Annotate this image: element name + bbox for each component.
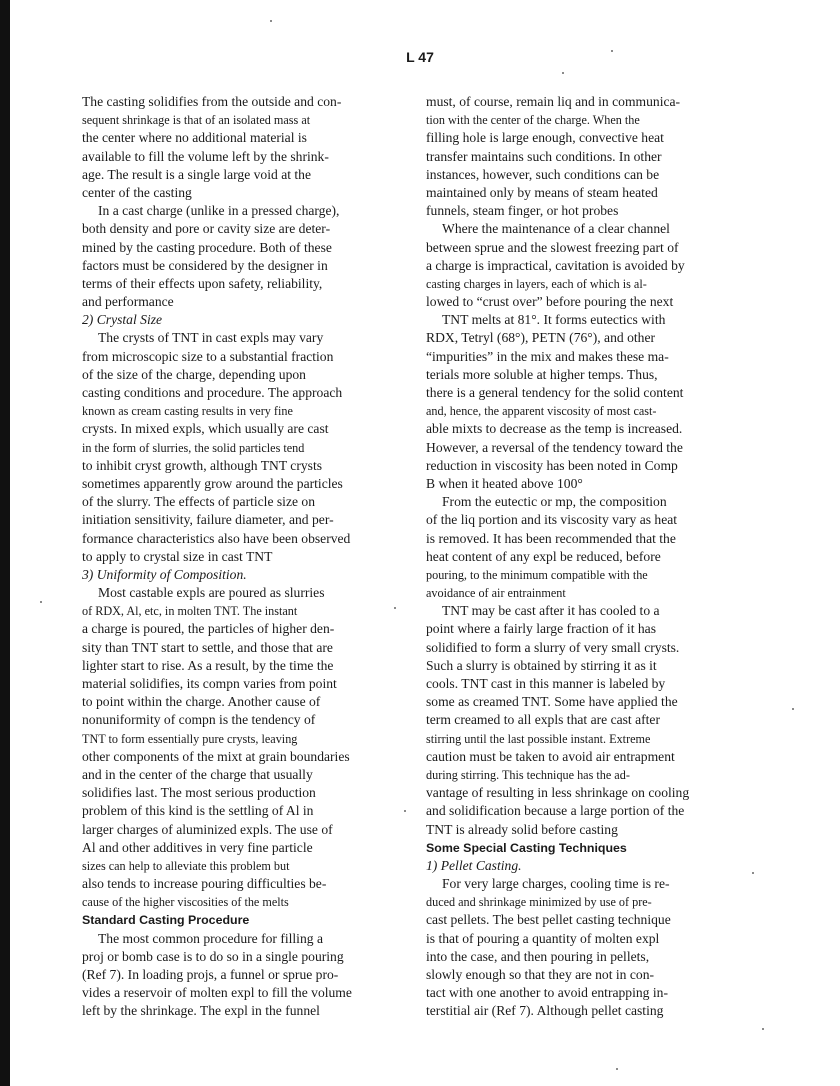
right-text-line: caution must be taken to avoid air entrapment (426, 748, 675, 764)
left-text-line: problem of this kind is the settling of Al in (82, 803, 314, 819)
left-text-line: of the slurry. The effects of particle size on (82, 494, 316, 510)
right-text-line: funnels, steam finger, or hot probes (426, 203, 619, 219)
subsection-heading: 1) Pellet Casting. (426, 857, 522, 873)
right-text-line: point where a fairly large fraction of it has (426, 621, 656, 637)
left-text-line: in the form of slurries, the solid particles tend (82, 440, 305, 455)
left-text-line: to inhibit cryst growth, although TNT crysts (82, 457, 323, 473)
left-text-line: solidifies last. The most serious production (82, 785, 316, 801)
left-text-line: a charge is poured, the particles of higher den- (82, 621, 335, 637)
left-text-line: vides a reservoir of molten expl to fill the volume (82, 985, 352, 1001)
left-text-line: The most common procedure for filling a (98, 930, 323, 946)
left-text-line: mined by the casting procedure. Both of these (82, 239, 332, 255)
right-text-line: there is a general tendency for the solid content (426, 385, 684, 400)
left-text-line: The crysts of TNT in cast expls may vary (98, 330, 324, 346)
right-text-line: casting charges in layers, each of which is al- (426, 276, 647, 291)
right-text-line: “impurities” in the mix and makes these ma- (426, 348, 669, 364)
left-text-line: of RDX, Al, etc, in molten TNT. The instant (82, 604, 298, 619)
scan-speck (394, 607, 396, 609)
right-text-line: Where the maintenance of a clear channel (442, 221, 670, 237)
right-text-line: and, hence, the apparent viscosity of most cast- (426, 404, 657, 419)
left-text-line: the center where no additional material is (82, 130, 307, 146)
right-text-line: B when it heated above 100° (426, 475, 583, 491)
right-text-line: filling hole is large enough, convective heat (426, 130, 664, 146)
right-text-line: cools. TNT cast in this manner is labeled by (426, 676, 666, 691)
scan-speck (270, 20, 272, 22)
left-text-line: to apply to crystal size in cast TNT (82, 548, 273, 564)
right-text-line: is removed. It has been recommended that the (426, 530, 676, 546)
right-column (426, 93, 756, 1021)
left-text-line: age. The result is a single large void at the (82, 166, 312, 182)
right-text-line: terstitial air (Ref 7). Although pellet casting (426, 1003, 664, 1019)
right-text-line: terials more soluble at higher temps. Thus, (426, 366, 658, 382)
right-text-line: RDX, Tetryl (68°), PETN (76°), and other (426, 330, 656, 346)
right-text-line: cast pellets. The best pellet casting technique (426, 912, 671, 928)
left-text-line: initiation sensitivity, failure diameter, and per- (82, 512, 334, 528)
right-text-line: From the eutectic or mp, the composition (442, 494, 667, 510)
right-text-line: into the case, and then pouring in pellets, (426, 948, 650, 964)
right-text-line: transfer maintains such conditions. In other (426, 148, 662, 164)
left-text-line: (Ref 7). In loading projs, a funnel or sprue pro- (82, 967, 339, 982)
right-text-line: heat content of any expl be reduced, before (426, 548, 661, 564)
right-text-line: of the liq portion and its viscosity vary as heat (426, 512, 678, 528)
scan-speck (616, 1068, 618, 1070)
left-text-line: Al and other additives in very fine particle (82, 839, 313, 855)
scan-speck (562, 72, 564, 74)
left-text-line: formance characteristics also have been observed (82, 530, 351, 546)
scan-edge-bar (0, 0, 10, 1086)
left-text-line: available to fill the volume left by the shrink- (82, 148, 329, 164)
right-text-line: tion with the center of the charge. When the (426, 113, 640, 128)
left-column (82, 93, 412, 1021)
right-text-line: a charge is impractical, cavitation is avoided by (426, 257, 685, 273)
scan-speck (762, 1028, 764, 1030)
left-text-line: cause of the higher viscosities of the melts (82, 895, 289, 910)
left-text-line: material solidifies, its compn varies from point (82, 676, 337, 691)
left-text-line: sizes can help to alleviate this problem but (82, 858, 290, 873)
right-text-line: term creamed to all expls that are cast after (426, 712, 660, 728)
right-text-line: maintained only by means of steam heated (426, 184, 658, 200)
left-text-line: Most castable expls are poured as slurries (98, 585, 325, 601)
left-text-line: also tends to increase pouring difficulties be- (82, 876, 327, 892)
scan-speck (611, 50, 613, 52)
left-text-line: center of the casting (82, 184, 192, 200)
right-text-line: during stirring. This technique has the ad- (426, 767, 630, 782)
right-text-line: lowed to “crust over” before pouring the next (426, 294, 674, 310)
left-text-line: from microscopic size to a substantial fraction (82, 348, 334, 364)
right-text-line: some as creamed TNT. Some have applied the (426, 694, 678, 710)
left-text-line: lighter start to rise. As a result, by the time the (82, 657, 334, 673)
left-text-line: casting conditions and procedure. The approach (82, 385, 343, 400)
right-text-line: TNT may be cast after it has cooled to a (442, 603, 660, 619)
right-text-line: avoidance of air entrainment (426, 586, 566, 601)
subsection-heading: 3) Uniformity of Composition. (82, 566, 247, 582)
left-text-line: The casting solidifies from the outside and con- (82, 94, 342, 109)
scan-speck (40, 601, 42, 603)
left-text-line: other components of the mixt at grain boundaries (82, 748, 350, 764)
scan-speck (404, 810, 406, 812)
right-text-line: stirring until the last possible instant. Extreme (426, 731, 651, 746)
right-text-line: and solidification because a large portion of the (426, 803, 685, 819)
right-text-line: slowly enough so that they are not in con- (426, 967, 655, 982)
left-text-line: TNT to form essentially pure crysts, leaving (82, 731, 298, 746)
left-text-line: nonuniformity of compn is the tendency of (82, 712, 316, 728)
left-text-line: factors must be considered by the designer in (82, 257, 328, 273)
right-text-line: Such a slurry is obtained by stirring it as it (426, 657, 657, 673)
left-text-line: to point within the charge. Another cause of (82, 694, 321, 710)
right-text-line: reduction in viscosity has been noted in Comp (426, 457, 678, 473)
section-heading: Some Special Casting Techniques (426, 840, 627, 855)
right-text-line: vantage of resulting in less shrinkage on cooling (426, 785, 690, 801)
right-text-line: duced and shrinkage minimized by use of pre- (426, 895, 652, 910)
left-text-line: sequent shrinkage is that of an isolated mass at (82, 113, 311, 128)
left-text-line: proj or bomb case is to do so in a single pouring (82, 948, 344, 964)
left-text-line: known as cream casting results in very fine (82, 404, 293, 419)
right-text-line: solidified to form a slurry of very small crysts. (426, 639, 680, 655)
section-heading: Standard Casting Procedure (82, 913, 250, 928)
left-text-line: and performance (82, 294, 174, 310)
scan-speck (752, 872, 754, 874)
right-text-line: pouring, to the minimum compatible with the (426, 567, 648, 582)
right-text-line: TNT melts at 81°. It forms eutectics with (442, 312, 666, 328)
left-text-line: sity than TNT start to settle, and those that are (82, 639, 333, 655)
left-text-line: larger charges of aluminized expls. The use of (82, 821, 333, 837)
right-text-line: For very large charges, cooling time is re- (442, 876, 670, 892)
left-text-line: terms of their effects upon safety, reliability, (82, 275, 323, 291)
right-text-line: between sprue and the slowest freezing part of (426, 239, 679, 255)
right-text-line: able mixts to decrease as the temp is increased. (426, 421, 683, 437)
right-text-line: instances, however, such conditions can be (426, 166, 660, 182)
scan-speck (792, 708, 794, 710)
right-text-line: is that of pouring a quantity of molten expl (426, 930, 660, 946)
right-text-line: tact with one another to avoid entrapping in- (426, 985, 668, 1001)
right-text-line: However, a reversal of the tendency toward the (426, 439, 683, 455)
left-text-line: of the size of the charge, depending upon (82, 366, 306, 382)
left-text-line: both density and pore or cavity size are deter- (82, 221, 331, 237)
left-text-line: left by the shrinkage. The expl in the funnel (82, 1003, 320, 1019)
left-text-line: sometimes apparently grow around the particles (82, 475, 343, 491)
page-number: L 47 (406, 49, 434, 65)
right-text-line: TNT is already solid before casting (426, 821, 618, 837)
subsection-heading: 2) Crystal Size (82, 312, 163, 328)
right-text-line: must, of course, remain liq and in communica- (426, 94, 681, 109)
left-text-line: crysts. In mixed expls, which usually are cast (82, 421, 329, 437)
left-text-line: and in the center of the charge that usually (82, 766, 313, 782)
left-text-line: In a cast charge (unlike in a pressed charge), (98, 203, 340, 219)
